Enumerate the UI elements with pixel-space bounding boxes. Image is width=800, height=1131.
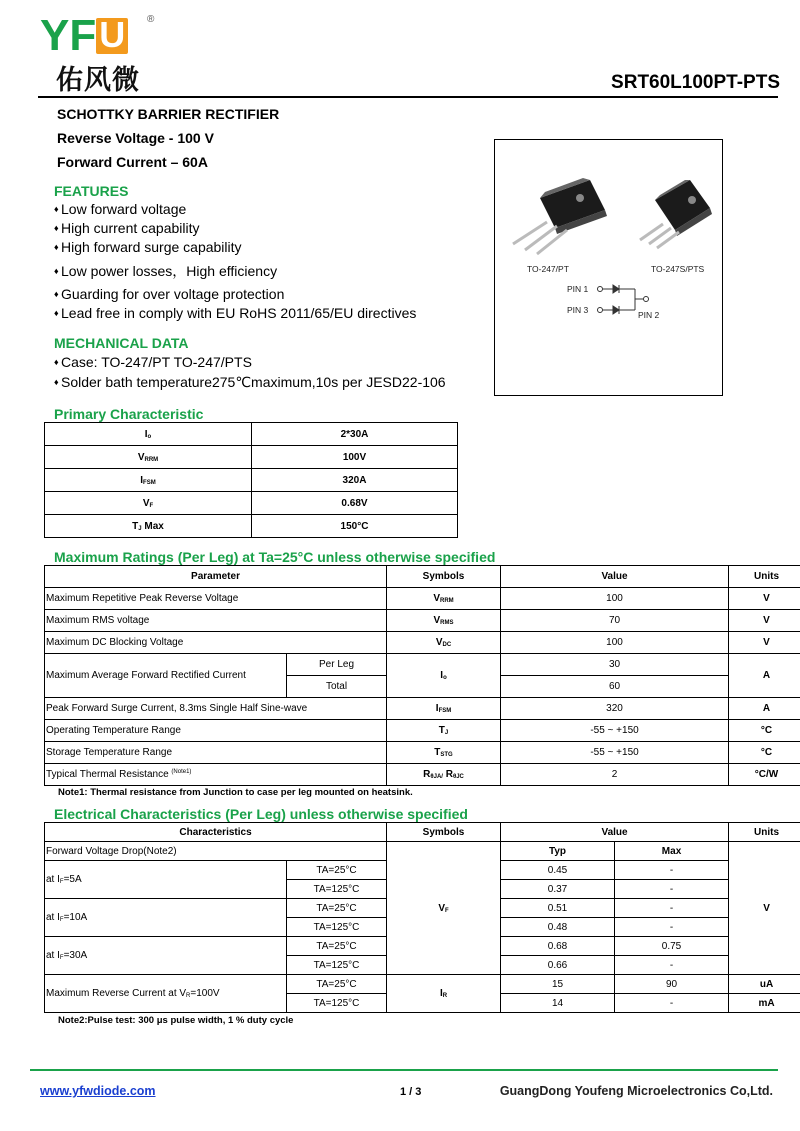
max-cell: -: [615, 956, 729, 975]
table-row: [45, 492, 458, 515]
unit-cell: A: [729, 654, 800, 698]
pin3-label: PIN 3: [567, 305, 589, 315]
param-cell: Maximum DC Blocking Voltage: [45, 632, 387, 654]
typ-cell: 0.45: [501, 861, 615, 880]
registered-mark: ®: [147, 14, 155, 25]
company-logo: [40, 11, 160, 96]
primary-title: Primary Characteristic: [54, 406, 204, 422]
value-cell: -55 ~ +150: [501, 742, 729, 764]
symbol-cell: $I_o$: [387, 654, 501, 698]
param-cell: Peak Forward Surge Current, 8.3ms Single Half Sine-wave: [45, 698, 387, 720]
table-header-row: [45, 823, 800, 842]
package-label-pt: TO-247/PT: [527, 264, 569, 274]
reverse-voltage: Reverse Voltage - 100 V: [57, 130, 214, 146]
device-type: SCHOTTKY BARRIER RECTIFIER: [57, 106, 280, 122]
value-cell: 100V: [252, 446, 458, 469]
note1: Note1: Thermal resistance from Junction to case per leg mounted on heatsink.: [58, 787, 413, 798]
mechanical-item: ♦ Solder bath temperature275℃maximum,10s per JESD22-106: [54, 374, 446, 390]
package-figure: [494, 139, 723, 396]
header-units: Units: [729, 823, 800, 842]
unit-cell: V: [729, 632, 800, 654]
ir-symbol-cell: $I_R$: [387, 975, 501, 1013]
to247s-pts-package: [640, 180, 712, 248]
value-cell: 70: [501, 610, 729, 632]
symbol-cell: $V_{DC}$: [387, 632, 501, 654]
typ-cell: 0.66: [501, 956, 615, 975]
max-ratings-table: [44, 565, 800, 786]
vf-symbol-cell: $V_F$: [387, 842, 501, 975]
pin2-label: PIN 2: [638, 310, 660, 320]
to247-pt-package: [513, 178, 607, 254]
symbol-cell: $V_{RRM}$: [45, 446, 252, 469]
header-symbols: Symbols: [387, 566, 501, 588]
website-link[interactable]: www.yfwdiode.com: [40, 1084, 156, 1098]
value-cell: 150°C: [252, 515, 458, 538]
table-row: [45, 515, 458, 538]
value-cell: 100: [501, 588, 729, 610]
page-number: 1 / 3: [400, 1086, 422, 1098]
param-cell: Operating Temperature Range: [45, 720, 387, 742]
feature-item: ♦ High current capability: [54, 220, 200, 236]
header-characteristics: Characteristics: [45, 823, 387, 842]
header-symbols: Symbols: [387, 823, 501, 842]
value-cell: -55 ~ +150: [501, 720, 729, 742]
primary-table: [44, 422, 458, 538]
vf-unit-cell: V: [729, 842, 800, 975]
temp-cell: TA=125°C: [287, 994, 387, 1013]
max-cell: -: [615, 880, 729, 899]
param-cell: Typical Thermal Resistance $^{(Note1)}$: [45, 764, 387, 786]
forward-current: Forward Current – 60A: [57, 154, 208, 170]
temp-cell: TA=25°C: [287, 937, 387, 956]
value-cell: 2*30A: [252, 423, 458, 446]
typ-cell: 14: [501, 994, 615, 1013]
max-cell: -: [615, 918, 729, 937]
param-cell: Maximum Repetitive Peak Reverse Voltage: [45, 588, 387, 610]
param-cell: Maximum RMS voltage: [45, 610, 387, 632]
electrical-title: Electrical Characteristics (Per Leg) unless otherwise specified: [54, 806, 468, 822]
pin1-label: PIN 1: [567, 284, 589, 294]
table-row: [45, 975, 800, 994]
table-row: [45, 698, 800, 720]
symbol-cell: $I_{FSM}$: [387, 698, 501, 720]
table-header-row: [45, 566, 800, 588]
typ-cell: 15: [501, 975, 615, 994]
unit-cell: V: [729, 588, 800, 610]
header-value: Value: [501, 566, 729, 588]
unit-cell: A: [729, 698, 800, 720]
symbol-cell: $V_{RRM}$: [387, 588, 501, 610]
header-divider: [38, 96, 778, 98]
max-cell: 0.75: [615, 937, 729, 956]
table-row: [45, 742, 800, 764]
typ-cell: 0.37: [501, 880, 615, 899]
symbol-cell: $V_F$: [45, 492, 252, 515]
temp-cell: TA=125°C: [287, 880, 387, 899]
temp-cell: TA=125°C: [287, 956, 387, 975]
unit-cell: °C: [729, 742, 800, 764]
feature-item: ♦ Guarding for over voltage protection: [54, 286, 285, 302]
typ-cell: 0.68: [501, 937, 615, 956]
condition-cell: Total: [287, 676, 387, 698]
note2: Note2:Pulse test: 300 μs pulse width, 1 % duty cycle: [58, 1015, 294, 1026]
table-row: [45, 764, 800, 786]
feature-item: ♦ High forward surge capability: [54, 239, 242, 255]
table-row: [45, 469, 458, 492]
symbol-cell: $T_{STG}$: [387, 742, 501, 764]
unit-cell: uA: [729, 975, 800, 994]
feature-item: ♦ Lead free in comply with EU RoHS 2011/65/EU directives: [54, 305, 417, 321]
condition-cell: Per Leg: [287, 654, 387, 676]
company-name: GuangDong Youfeng Microelectronics Co,Ltd.: [499, 1084, 773, 1098]
max-ratings-title: Maximum Ratings (Per Leg) at Ta=25°C unless otherwise specified: [54, 549, 496, 565]
unit-cell: mA: [729, 994, 800, 1013]
table-row: [45, 720, 800, 742]
unit-cell: V: [729, 610, 800, 632]
value-cell: 0.68V: [252, 492, 458, 515]
symbol-cell: $T_J$ Max: [45, 515, 252, 538]
mechanical-item: ♦ Case: TO-247/PT TO-247/PTS: [54, 354, 252, 370]
value-cell: 320A: [252, 469, 458, 492]
feature-item: ♦ Low power losses，High efficiency: [54, 263, 278, 279]
temp-cell: TA=25°C: [287, 975, 387, 994]
header-units: Units: [729, 566, 800, 588]
vf-title-cell: Forward Voltage Drop(Note2): [45, 842, 387, 861]
table-row: [45, 610, 800, 632]
value-cell: 2: [501, 764, 729, 786]
symbol-cell: $I_o$: [45, 423, 252, 446]
param-cell: Maximum Average Forward Rectified Current: [45, 654, 287, 698]
header-typ: Typ: [501, 842, 615, 861]
symbol-cell: $R_{\theta JA/}$ $R_{\theta JC}$: [387, 764, 501, 786]
table-row: [45, 842, 800, 861]
table-row: [45, 446, 458, 469]
typ-cell: 0.48: [501, 918, 615, 937]
table-row: [45, 632, 800, 654]
header-max: Max: [615, 842, 729, 861]
param-cell: Storage Temperature Range: [45, 742, 387, 764]
max-cell: -: [615, 994, 729, 1013]
max-cell: -: [615, 861, 729, 880]
logo-mark: YFU: [40, 14, 160, 58]
condition-label-cell: at $I_F=30A$: [45, 937, 287, 975]
temp-cell: TA=25°C: [287, 899, 387, 918]
value-cell: 30: [501, 654, 729, 676]
logo-chinese-name: 佑风微: [56, 65, 140, 96]
temp-cell: TA=25°C: [287, 861, 387, 880]
symbol-cell: $V_{RMS}$: [387, 610, 501, 632]
part-number: SRT60L100PT-PTS: [611, 72, 780, 93]
features-title: FEATURES: [54, 183, 129, 199]
condition-label-cell: at $I_F=5A$: [45, 861, 287, 899]
symbol-cell: $I_{FSM}$: [45, 469, 252, 492]
value-cell: 320: [501, 698, 729, 720]
table-row: [45, 423, 458, 446]
value-cell: 60: [501, 676, 729, 698]
condition-label-cell: at $I_F=10A$: [45, 899, 287, 937]
table-row: [45, 588, 800, 610]
ir-label-cell: Maximum Reverse Current at $V_R=100V$: [45, 975, 287, 1013]
typ-cell: 0.51: [501, 899, 615, 918]
value-cell: 100: [501, 632, 729, 654]
temp-cell: TA=125°C: [287, 918, 387, 937]
unit-cell: °C: [729, 720, 800, 742]
table-row: [45, 654, 800, 676]
symbol-cell: $T_J$: [387, 720, 501, 742]
feature-item: ♦ Low forward voltage: [54, 201, 187, 217]
header-parameter: Parameter: [45, 566, 387, 588]
mechanical-title: MECHANICAL DATA: [54, 335, 189, 351]
header-value: Value: [501, 823, 729, 842]
package-label-pts: TO-247S/PTS: [651, 264, 705, 274]
unit-cell: °C/W: [729, 764, 800, 786]
footer-divider: [30, 1069, 778, 1071]
max-cell: -: [615, 899, 729, 918]
max-cell: 90: [615, 975, 729, 994]
electrical-table: [44, 822, 800, 1013]
